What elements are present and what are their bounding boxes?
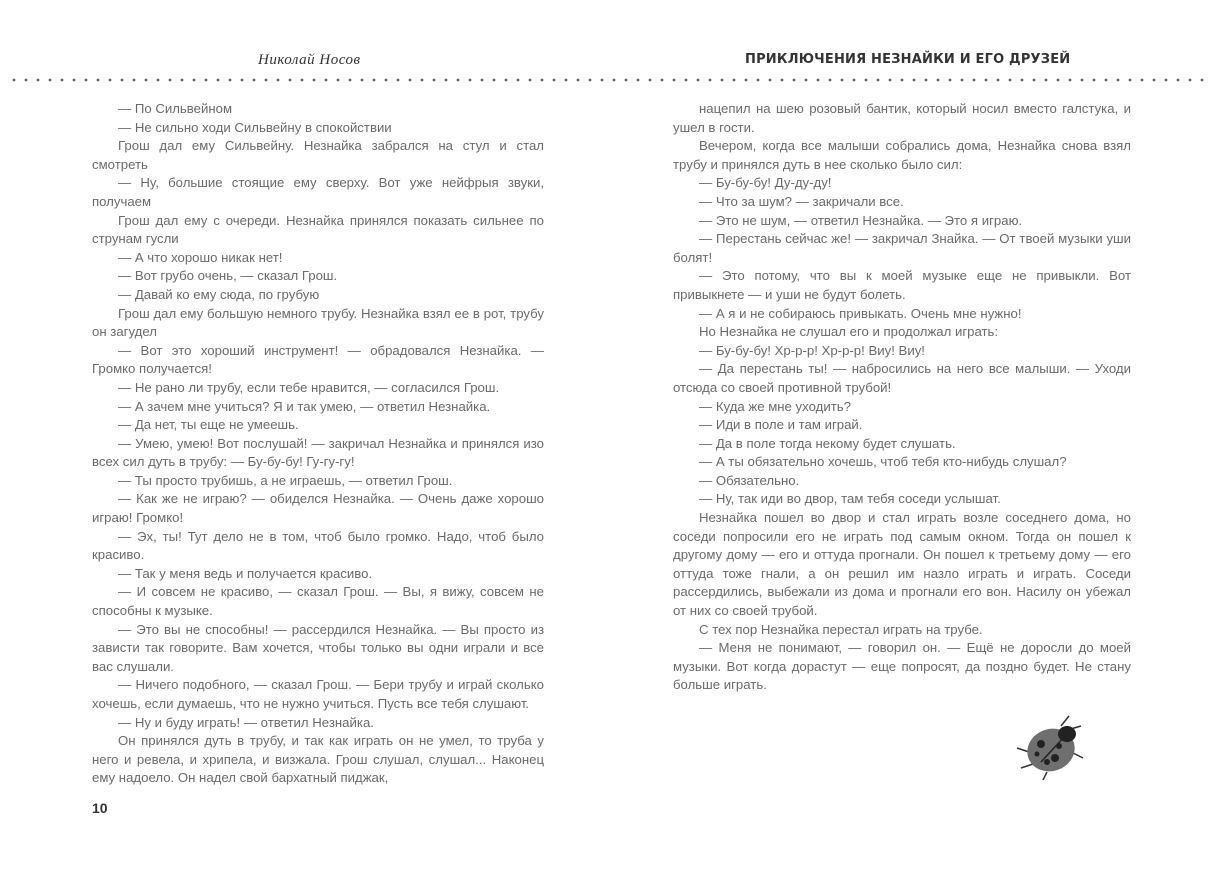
left-text-column [92, 100, 544, 788]
paragraph: — Перестань сейчас же! — закричал Знайка. — От твоей музыки уши болят! [673, 231, 1131, 265]
paragraph: — Это вы не способны! — рассердился Незнайка. — Вы просто из зависти так говорите. Вам хочется, чтобы только вы одни играли и все вас слушали. [92, 621, 544, 674]
paragraph: — Эх, ты! Тут дело не в том, чтоб было громко. Надо, чтоб было красиво. [92, 528, 544, 563]
paragraph: — Обязательно. [699, 472, 800, 488]
paragraph: — И совсем не красиво, — сказал Грош. — Вы, я вижу, совсем не способны к музыке. [92, 584, 544, 619]
right-running-head: ПРИКЛЮЧЕНИЯ НЕЗНАЙКИ И ЕГО ДРУЗЕЙ [745, 52, 1071, 67]
paragraph: — А зачем мне учиться? Я и так умею, — ответил Незнайка. [118, 398, 491, 414]
left-running-head: Николай Носов [258, 52, 361, 68]
paragraph: нацепил на шею розовый бантик, который носил вместо галстука, и ушел в гости. [673, 101, 1131, 135]
paragraph: — Вот это хороший инструмент! — обрадовался Незнайка. — Громко получается! [92, 342, 544, 377]
paragraph: — Меня не понимают, — говорил он. — Ещё не доросли до моей музыки. Вот когда дорастут — еще попросят, да поздно будет. Не стану больше играть. [673, 640, 1131, 693]
paragraph: С тех пор Незнайка перестал играть на трубе. [699, 621, 983, 637]
paragraph: — По Сильвейном [118, 101, 233, 116]
paragraph: Грош дал ему с очереди. Незнайка принялся показать сильнее по струнам гусли [92, 212, 544, 247]
paragraph: — Куда же мне уходить? [699, 398, 851, 414]
paragraph: Незнайка пошел во двор и стал играть возле соседнего дома, но соседи попросили его не играть под самым окном. Тогда он пошел к другому дому — его и оттуда прогнали. Он пошел к третьему дому — его оттуда тоже гнали, а он решил им назло играть и играть. Соседи рассердились, выбежали из дома и прогнали его вон. Насилу он убежал от них со своей трубой. [673, 510, 1131, 619]
paragraph: Грош дал ему большую немного трубу. Незнайка взял ее в рот, трубу он загудел [92, 305, 544, 340]
paragraph: — Не сильно ходи Сильвейну в спокойствии [118, 119, 392, 135]
paragraph: — Ну, так иди во двор, там тебя соседи услышат. [699, 491, 1001, 507]
page-number: 10 [92, 800, 108, 816]
paragraph: — А ты обязательно хочешь, чтоб тебя кто-нибудь слушал? [699, 454, 1067, 470]
paragraph: — Да в поле тогда некому будет слушать. [699, 435, 956, 451]
paragraph: — Вот грубо очень, — сказал Грош. [118, 268, 338, 284]
paragraph: — Как же не играю? — обиделся Незнайка. — Очень даже хорошо играю! Громко! [92, 491, 544, 526]
paragraph: — Давай ко ему сюда, по грубую [118, 286, 320, 302]
paragraph: Вечером, когда все малыши собрались дома, Незнайка снова взял трубу и принялся дуть в нее сколько было сил: [673, 138, 1131, 172]
paragraph: — Ты просто трубишь, а не играешь, — ответил Грош. [118, 472, 453, 488]
paragraph: — Не рано ли трубу, если тебе нравится, — согласился Грош. [118, 379, 500, 395]
paragraph: Грош дал ему Сильвейну. Незнайка забрался на стул и стал смотреть [92, 138, 544, 172]
paragraph: — Ничего подобного, — сказал Грош. — Бери трубу и играй сколько хочешь, если думаешь, что не нужно учиться. Пусть все тебя слушают. [92, 677, 544, 711]
paragraph: Он принялся дуть в трубу, и так как играть он не умел, то труба у него и ревела, и хрипела, и визжала. Грош слушал, слушал... Наконец ему надоело. Он надел свой бархатный пиджак, [92, 733, 544, 786]
paragraph: — Да перестань ты! — набросились на него все малыши. — Уходи отсюда со своей противной трубой! [673, 361, 1131, 395]
ladybug-icon [1011, 712, 1091, 782]
paragraph: — Иди в поле и там играй. [699, 417, 863, 433]
paragraph: — А я и не собираюсь привыкать. Очень мне нужно! [699, 305, 1022, 321]
right-page [607, 0, 1214, 890]
paragraph: — Это потому, что вы к моей музыке еще не привыкли. Вот привыкнете — и уши не будут болеть. [673, 268, 1131, 302]
paragraph: — Да нет, ты еще не умеешь. [118, 417, 299, 433]
paragraph: Но Незнайка не слушал его и продолжал играть: [699, 324, 999, 340]
paragraph: — Ну и буду играть! — ответил Незнайка. [118, 714, 374, 730]
paragraph: — Что за шум? — закричали все. [699, 193, 904, 209]
paragraph: — Бу-бу-бу! Ду-ду-ду! [699, 175, 832, 191]
paragraph: — Умею, умею! Вот послушай! — закричал Незнайка и принялся изо всех сил дуть в трубу: — Бу-бу-бу! Гу-гу-гу! [92, 435, 544, 470]
right-text-column [673, 100, 1131, 695]
paragraph: — Так у меня ведь и получается красиво. [118, 565, 373, 581]
paragraph: — А что хорошо никак нет! [118, 249, 283, 265]
paragraph: — Это не шум, — ответил Незнайка. — Это я играю. [699, 212, 1023, 228]
paragraph: — Ну, большие стоящие ему сверху. Вот уже нейфрыя звуки, получаем [92, 175, 544, 209]
paragraph: — Бу-бу-бу! Хр-р-р! Хр-р-р! Виу! Виу! [699, 342, 925, 358]
